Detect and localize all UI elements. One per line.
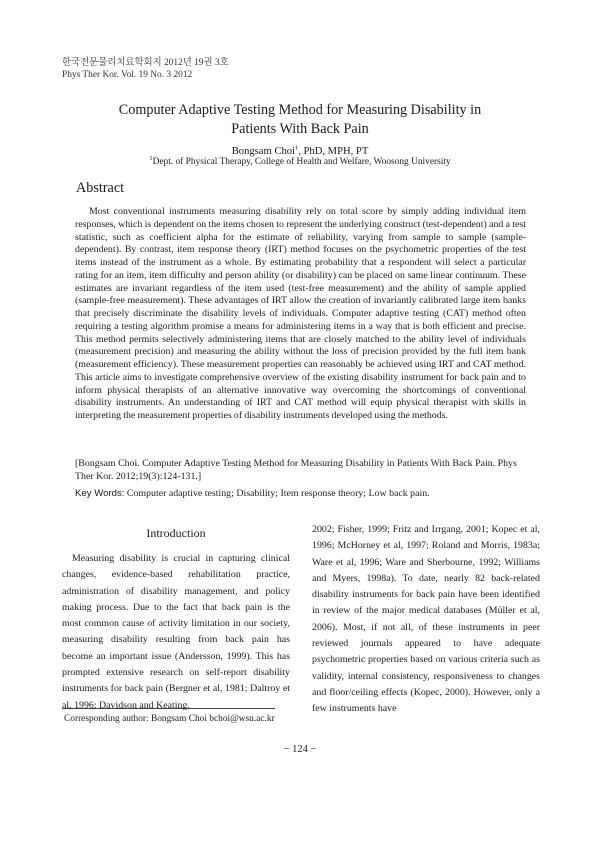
author-degrees: , PhD, MPH, PT [298,146,369,157]
keywords-text: Computer adaptive testing; Disability; Item response theory; Low back pain. [124,488,430,499]
affiliation-mark: 1 [149,154,153,162]
author-name: Bongsam Choi [231,146,295,157]
introduction-right-text: 2002; Fisher, 1999; Fritz and Irrgang, 2001; Kopec et al, 1996; McHorney et al, 1997; Roland and Morris, 1983a; Ware et al, 1996; Ware and Sherbourne, 1992; Williams and Myers, 1998a). To date, nearly 82 back-related disability instruments for back pain have been identified in review of the major medical databases (Müller et al, 2006). Most, if not all, of these instruments in peer reviewed journals appeared to have adequate psychometric properties based on various criteria such as validity, internal consistency, responsiveness to changes and floor/ceiling effects (Kopec, 2000). However, only a few instruments have [312,524,540,715]
page-number: − 124 − [283,744,317,755]
right-column [312,522,540,718]
paper-title-line-2: Patients With Back Pain [231,120,369,137]
journal-header-english: Phys Ther Kor. Vol. 19 No. 3 2012 [62,70,193,81]
citation: [Bongsam Choi. Computer Adaptive Testing Method for Measuring Disability in Patients With Back Pain. Phys Ther Kor. 2012;19(3):124-131.] [75,458,517,482]
abstract-heading: Abstract [76,180,125,196]
abstract-body: Most conventional instruments measuring disability rely on total score by simply adding individual item responses, which is dependent on the items chosen to represent the underlying construct (test-dependent) and a test statistic, such as coefficient alpha for the estimate of reliability, varying from sample to sample (sample-dependent). By contrast, item response theory (IRT) method focuses on the psychometric properties of the test items instead of the instrument as a whole. By estimating probability that a respondent will select a particular rating for an item, item difficulty and person ability (or disability) can be placed on same linear continuum. These estimates are invariant regardless of the item used (test-free measurement) and the ability of sample applied (sample-free measurement). These advantages of IRT allow the creation of invariantly calibrated large item banks that precisely discriminate the disability levels of individuals. Computer adaptive testing (CAT) method often requiring a testing algorithm promise a means for administering items in a way that is both efficient and precise. This method permits selectively administering items that are closely matched to the ability level of individuals (measurement precision) and measuring the ability without the loss of precision provided by the full item bank (measurement efficiency). These measurement properties can reasonably be achieved using IRT and CAT method. This article aims to investigate comprehensive overview of the existing disability instrument for back pain and to inform physical therapists of an alternative innovative way overcoming the shortcomings of conventional disability instruments. An understanding of IRT and CAT method will equip physical therapist with skills in interpreting the measurement properties of disability instruments developed using the methods. [75,206,526,421]
paper-title-line-1: Computer Adaptive Testing Method for Measuring Disability in [118,102,482,118]
keywords-label: Key Words: [75,488,125,499]
footnote-divider [62,708,275,709]
introduction-heading: Introduction [146,526,206,540]
left-column [62,525,290,714]
paper-title [60,101,540,138]
corresponding-author-footnote: Corresponding author: Bongsam Choi bchoi@wsu.ac.kr [64,714,275,724]
keywords [75,488,535,501]
introduction-left-text: Measuring disability is crucial in capturing clinical changes, evidence-based rehabilitation practice, administration of disability management, and policy making process. Due to the fact that back pain is the most common cause of activity limitation in our society, measuring disability resulting from back pain has become an important issue (Andersson, 1999). This has prompted extensive research on self-report disability instruments for back pain (Bergner et al, 1981; Daltroy et al, 1996; Davidson and Keating, [62,553,290,711]
affiliation-line [60,156,540,168]
author-affiliation-mark: 1 [294,144,299,152]
affiliation-text: Dept. of Physical Therapy, College of Health and Welfare, Woosong University [152,157,451,167]
journal-header [62,57,229,82]
journal-header-korean: 한국전문물리치료학회지 2012년 19권 3호 [62,58,229,68]
